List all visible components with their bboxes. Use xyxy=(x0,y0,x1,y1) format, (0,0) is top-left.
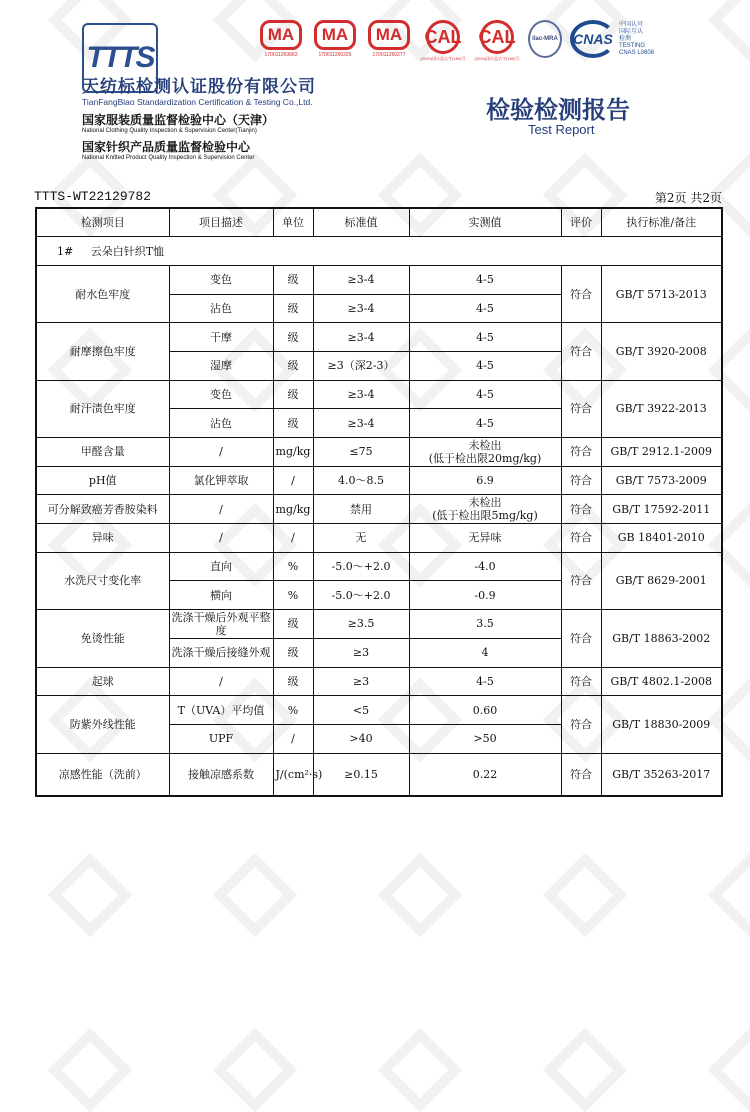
standard-value: 禁用 xyxy=(313,495,409,524)
unit: 级 xyxy=(273,380,313,409)
cnas-line: 中国认可 xyxy=(619,21,644,28)
cnas-logo: CNAS 中国认可 国际互认 检测 TESTING CNAS L0608 xyxy=(570,20,654,58)
measured-value: 6.9 xyxy=(409,466,561,495)
test-item: 可分解致癌芳香胺染料 xyxy=(36,495,169,524)
item-description: / xyxy=(169,667,273,696)
measured-value: 0.60 xyxy=(409,696,561,725)
unit: 级 xyxy=(273,638,313,667)
report-subtitle: Test Report xyxy=(528,122,595,137)
standard-value: -5.0～+2.0 xyxy=(313,581,409,610)
standard-value: ≤75 xyxy=(313,438,409,467)
test-item: 免烫性能 xyxy=(36,610,169,667)
item-description: 变色 xyxy=(169,265,273,294)
test-item: 异味 xyxy=(36,524,169,553)
cma-logo: MA 170011263663 xyxy=(258,20,304,58)
center2-name-cn: 国家针织产品质量监督检验中心 xyxy=(82,140,251,154)
unit: 级 xyxy=(273,610,313,639)
measured-value: 0.22 xyxy=(409,753,561,796)
verdict: 符合 xyxy=(561,552,601,609)
unit: 级 xyxy=(273,294,313,323)
table-row xyxy=(36,265,722,294)
cert-number: 170011260277 xyxy=(372,52,406,58)
standard-value: ≥3 xyxy=(313,667,409,696)
measured-value: 4-5 xyxy=(409,409,561,438)
center1-name-en: National Clothing Quality Inspection & Supervision Center(Tianjin) xyxy=(82,128,257,134)
standard-value: ≥3.5 xyxy=(313,610,409,639)
table-row xyxy=(36,696,722,725)
verdict: 符合 xyxy=(561,323,601,380)
test-standard: GB/T 18830-2009 xyxy=(601,696,722,753)
cert-number: 170011260226 xyxy=(318,52,352,58)
watermark-diamond-icon xyxy=(213,1028,298,1112)
column-header: 实测值 xyxy=(409,208,561,237)
test-standard: GB/T 7573-2009 xyxy=(601,466,722,495)
standard-value: ≥3-4 xyxy=(313,409,409,438)
test-standard: GB 18401-2010 xyxy=(601,524,722,553)
watermark-diamond-icon xyxy=(708,0,750,62)
watermark-diamond-icon xyxy=(708,1028,750,1112)
company-block xyxy=(82,72,316,161)
item-description: 沾色 xyxy=(169,294,273,323)
measured-value: 4-5 xyxy=(409,351,561,380)
test-item: 凉感性能（洗前） xyxy=(36,753,169,796)
item-description: 接触凉感系数 xyxy=(169,753,273,796)
column-header: 项目描述 xyxy=(169,208,273,237)
standard-value: ≥3（深2-3） xyxy=(313,351,409,380)
standard-value: 4.0～8.5 xyxy=(313,466,409,495)
cal-logo: CAL (2020)国认监认字(180)号 xyxy=(420,20,466,62)
center1-name-cn: 国家服装质量监督检验中心（天津） xyxy=(82,113,275,127)
unit: % xyxy=(273,581,313,610)
unit: / xyxy=(273,524,313,553)
verdict: 符合 xyxy=(561,495,601,524)
watermark-diamond-icon xyxy=(543,1028,628,1112)
table-row xyxy=(36,610,722,639)
item-description: T（UVA）平均值 xyxy=(169,696,273,725)
test-standard: GB/T 5713-2013 xyxy=(601,265,722,322)
item-description: 湿摩 xyxy=(169,351,273,380)
column-header: 标准值 xyxy=(313,208,409,237)
item-description: 洗涤干燥后接缝外观 xyxy=(169,638,273,667)
test-item: 耐水色牢度 xyxy=(36,265,169,322)
table-row xyxy=(36,552,722,581)
sample-row xyxy=(36,237,722,266)
test-standard: GB/T 3922-2013 xyxy=(601,380,722,437)
table-header-row xyxy=(36,208,722,237)
standard-value: ≥3-4 xyxy=(313,380,409,409)
standard-value: >40 xyxy=(313,724,409,753)
item-description: 直向 xyxy=(169,552,273,581)
item-description: 氯化钾萃取 xyxy=(169,466,273,495)
cma-logo: MA 170011260226 xyxy=(312,20,358,58)
measured-value: -0.9 xyxy=(409,581,561,610)
measured-value: 4 xyxy=(409,638,561,667)
unit: 级 xyxy=(273,323,313,352)
test-standard: GB/T 18863-2002 xyxy=(601,610,722,667)
watermark-diamond-icon xyxy=(378,853,463,938)
verdict: 符合 xyxy=(561,380,601,437)
table-row xyxy=(36,438,722,467)
table-row xyxy=(36,753,722,796)
cma-logo: MA 170011260277 xyxy=(366,20,412,58)
cnas-line: 国际互认 xyxy=(619,28,644,35)
column-header: 评价 xyxy=(561,208,601,237)
unit: % xyxy=(273,552,313,581)
measured-value: 未检出 (低于检出限20mg/kg) xyxy=(409,438,561,467)
table-row xyxy=(36,466,722,495)
test-standard: GB/T 3920-2008 xyxy=(601,323,722,380)
test-item: 甲醛含量 xyxy=(36,438,169,467)
table-row xyxy=(36,667,722,696)
standard-value: ≥3-4 xyxy=(313,323,409,352)
standard-value: <5 xyxy=(313,696,409,725)
watermark-diamond-icon xyxy=(543,853,628,938)
standard-value: ≥3-4 xyxy=(313,294,409,323)
table-row xyxy=(36,524,722,553)
test-item: 水洗尺寸变化率 xyxy=(36,552,169,609)
measured-value: 4-5 xyxy=(409,265,561,294)
company-name-en: TianFangBiao Standardization Certification & Testing Co.,Ltd. xyxy=(82,97,313,107)
item-description: / xyxy=(169,524,273,553)
test-standard: GB/T 8629-2001 xyxy=(601,552,722,609)
sample-name: 1# 云朵白针织T恤 xyxy=(36,237,722,266)
center2-name-en: National Knitted Product Quality Inspection & Supervision Center xyxy=(82,155,255,161)
test-item: 耐摩擦色牢度 xyxy=(36,323,169,380)
column-header: 单位 xyxy=(273,208,313,237)
measured-value: 3.5 xyxy=(409,610,561,639)
cert-number: 170011263663 xyxy=(264,52,298,58)
unit: mg/kg xyxy=(273,495,313,524)
table-row xyxy=(36,323,722,352)
company-name-cn: 天纺标检测认证股份有限公司 xyxy=(82,77,316,97)
watermark-diamond-icon xyxy=(48,853,133,938)
cert-number: (2020)国认监认字(180)号 xyxy=(474,56,520,61)
measured-value: >50 xyxy=(409,724,561,753)
test-standard: GB/T 35263-2017 xyxy=(601,753,722,796)
table-row xyxy=(36,380,722,409)
test-standard: GB/T 4802.1-2008 xyxy=(601,667,722,696)
standard-value: ≥3 xyxy=(313,638,409,667)
measured-value: 未检出 (低于检出限5mg/kg) xyxy=(409,495,561,524)
item-description: 沾色 xyxy=(169,409,273,438)
cal-logo: CAL (2020)国认监认字(180)号 xyxy=(474,20,520,62)
ttts-logo: TTTS xyxy=(82,23,158,93)
ilac-mra-logo: ilac-MRA xyxy=(528,20,562,58)
test-standard: GB/T 2912.1-2009 xyxy=(601,438,722,467)
verdict: 符合 xyxy=(561,696,601,753)
cnas-line: TESTING xyxy=(619,42,646,49)
watermark-diamond-icon xyxy=(213,853,298,938)
document-number: TTTS-WT22129782 xyxy=(34,189,152,204)
verdict: 符合 xyxy=(561,438,601,467)
item-description: 变色 xyxy=(169,380,273,409)
measured-value: 无异味 xyxy=(409,524,561,553)
standard-value: ≥0.15 xyxy=(313,753,409,796)
item-description: 干摩 xyxy=(169,323,273,352)
verdict: 符合 xyxy=(561,265,601,322)
measured-value: 4-5 xyxy=(409,380,561,409)
verdict: 符合 xyxy=(561,753,601,796)
unit: 级 xyxy=(273,351,313,380)
item-description: UPF xyxy=(169,724,273,753)
table-row xyxy=(36,495,722,524)
certification-logos xyxy=(258,20,654,62)
unit: 级 xyxy=(273,667,313,696)
watermark-diamond-icon xyxy=(378,1028,463,1112)
verdict: 符合 xyxy=(561,466,601,495)
standard-value: -5.0～+2.0 xyxy=(313,552,409,581)
verdict: 符合 xyxy=(561,667,601,696)
item-description: / xyxy=(169,495,273,524)
item-description: 洗涤干燥后外观平整度 xyxy=(169,610,273,639)
measured-value: 4-5 xyxy=(409,667,561,696)
unit: mg/kg xyxy=(273,438,313,467)
measured-value: 4-5 xyxy=(409,294,561,323)
test-results-table xyxy=(35,207,723,797)
item-description: / xyxy=(169,438,273,467)
watermark-diamond-icon xyxy=(48,1028,133,1112)
column-header: 检测项目 xyxy=(36,208,169,237)
measured-value: -4.0 xyxy=(409,552,561,581)
cnas-line: CNAS L0608 xyxy=(619,49,655,56)
column-header: 执行标准/备注 xyxy=(601,208,722,237)
standard-value: ≥3-4 xyxy=(313,265,409,294)
unit: / xyxy=(273,466,313,495)
watermark-diamond-icon xyxy=(708,853,750,938)
page-info: 第2页 共2页 xyxy=(654,191,722,205)
test-item: pH值 xyxy=(36,466,169,495)
unit: 级 xyxy=(273,265,313,294)
test-item: 耐汗渍色牢度 xyxy=(36,380,169,437)
verdict: 符合 xyxy=(561,524,601,553)
verdict: 符合 xyxy=(561,610,601,667)
test-item: 防紫外线性能 xyxy=(36,696,169,753)
test-standard: GB/T 17592-2011 xyxy=(601,495,722,524)
item-description: 横向 xyxy=(169,581,273,610)
report-title: 检验检测报告 xyxy=(486,95,630,124)
cnas-line: 检测 xyxy=(619,35,632,42)
unit: % xyxy=(273,696,313,725)
cert-number: (2020)国认监认字(180)号 xyxy=(420,56,466,61)
test-item: 起球 xyxy=(36,667,169,696)
measured-value: 4-5 xyxy=(409,323,561,352)
unit: 级 xyxy=(273,409,313,438)
unit: J/(cm²·s) xyxy=(273,753,313,796)
unit: / xyxy=(273,724,313,753)
standard-value: 无 xyxy=(313,524,409,553)
